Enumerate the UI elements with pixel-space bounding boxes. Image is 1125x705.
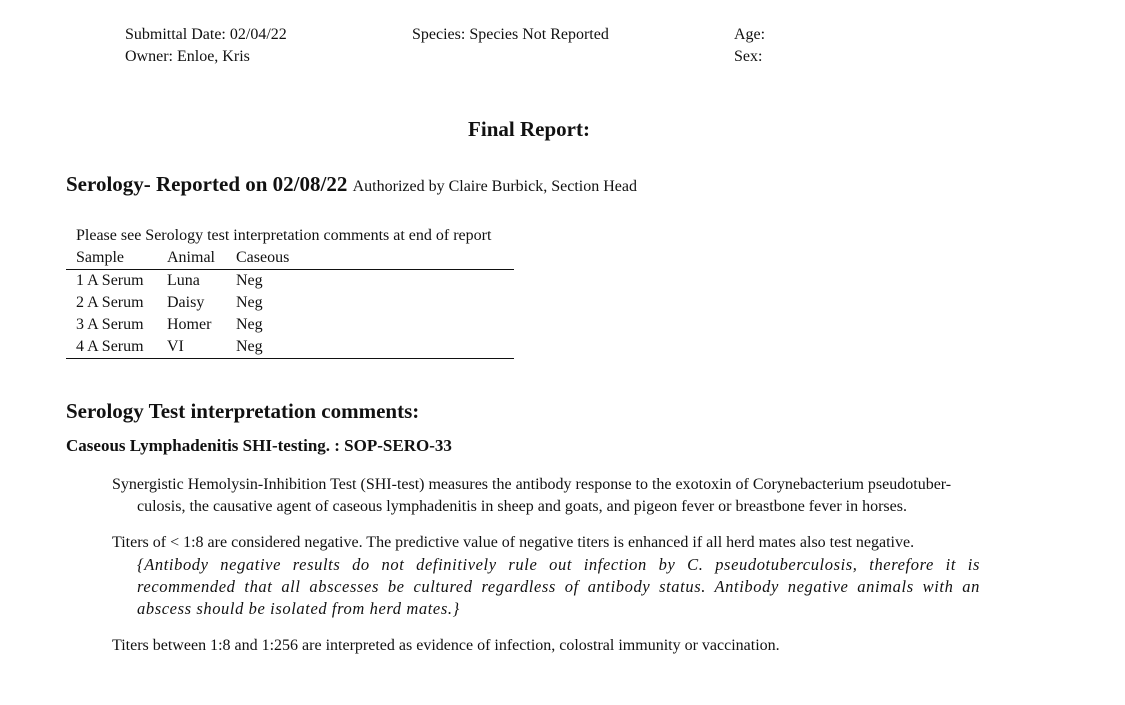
results-table xyxy=(66,247,514,359)
italic-note: {Antibody negative results do not definitively rule out infection by C. pseudotuberculosis, therefore it is recommended that all abscesses be cultured regardless of antibody status. Antibody negative animals with an abscess should be isolated from herd mates.} xyxy=(137,555,980,618)
table-header-row xyxy=(66,247,514,270)
comment-paragraph-positive xyxy=(112,635,980,657)
species: Species: Species Not Reported xyxy=(412,26,609,43)
sample-cell: 1 A Serum xyxy=(76,272,144,289)
animal-cell: Daisy xyxy=(167,294,205,311)
sample-cell: 3 A Serum xyxy=(76,316,144,333)
authorized-by: Authorized by Claire Burbick, Section Head xyxy=(352,178,637,195)
paragraph-line: culosis, the causative agent of caseous lymphadenitis in sheep and goats, and pigeon fever or breastbone fever in horses. xyxy=(137,498,907,515)
test-heading: Caseous Lymphadenitis SHI-testing. : SOP-SERO-33 xyxy=(66,436,452,455)
animal-cell: Luna xyxy=(167,272,200,289)
table-row xyxy=(66,270,514,293)
sample-cell: 2 A Serum xyxy=(76,294,144,311)
section-title: Serology- Reported on 02/08/22 xyxy=(66,172,348,196)
age-label: Age: xyxy=(734,26,766,43)
column-header-animal: Animal xyxy=(167,247,236,270)
comments-heading: Serology Test interpretation comments: xyxy=(66,399,420,423)
submittal-date: Submittal Date: 02/04/22 xyxy=(125,26,287,43)
table-row xyxy=(66,336,514,359)
sample-cell: 4 A Serum xyxy=(66,336,167,359)
animal-cell: Homer xyxy=(167,316,212,333)
column-header-sample: Sample xyxy=(66,247,167,270)
paragraph-line: Titers of < 1:8 are considered negative. The predictive value of negative titers is enhanced if all herd mates also test negative. xyxy=(112,534,915,551)
paragraph-line: Titers between 1:8 and 1:256 are interpreted as evidence of infection, colostral immunity or vaccination. xyxy=(112,637,780,654)
animal-cell: VI xyxy=(167,336,236,359)
caseous-cell: Neg xyxy=(236,294,263,311)
caseous-cell: Neg xyxy=(236,316,263,333)
comment-paragraph-shi xyxy=(112,474,980,518)
results-block xyxy=(66,225,514,359)
table-row xyxy=(66,314,514,336)
section-heading xyxy=(66,172,637,197)
owner-name: Owner: Enloe, Kris xyxy=(125,48,250,65)
results-note: Please see Serology test interpretation comments at end of report xyxy=(76,227,492,244)
paragraph-line: Synergistic Hemolysin-Inhibition Test (SHI-test) measures the antibody response to the exotoxin of Corynebacterium pseudotuber- xyxy=(112,476,952,493)
column-header-caseous: Caseous xyxy=(236,247,514,270)
comment-paragraph-negative xyxy=(112,532,980,620)
report-title: Final Report: xyxy=(468,117,590,141)
table-row xyxy=(66,292,514,314)
caseous-cell: Neg xyxy=(236,336,514,359)
caseous-cell: Neg xyxy=(236,272,263,289)
sex-label: Sex: xyxy=(734,48,763,65)
